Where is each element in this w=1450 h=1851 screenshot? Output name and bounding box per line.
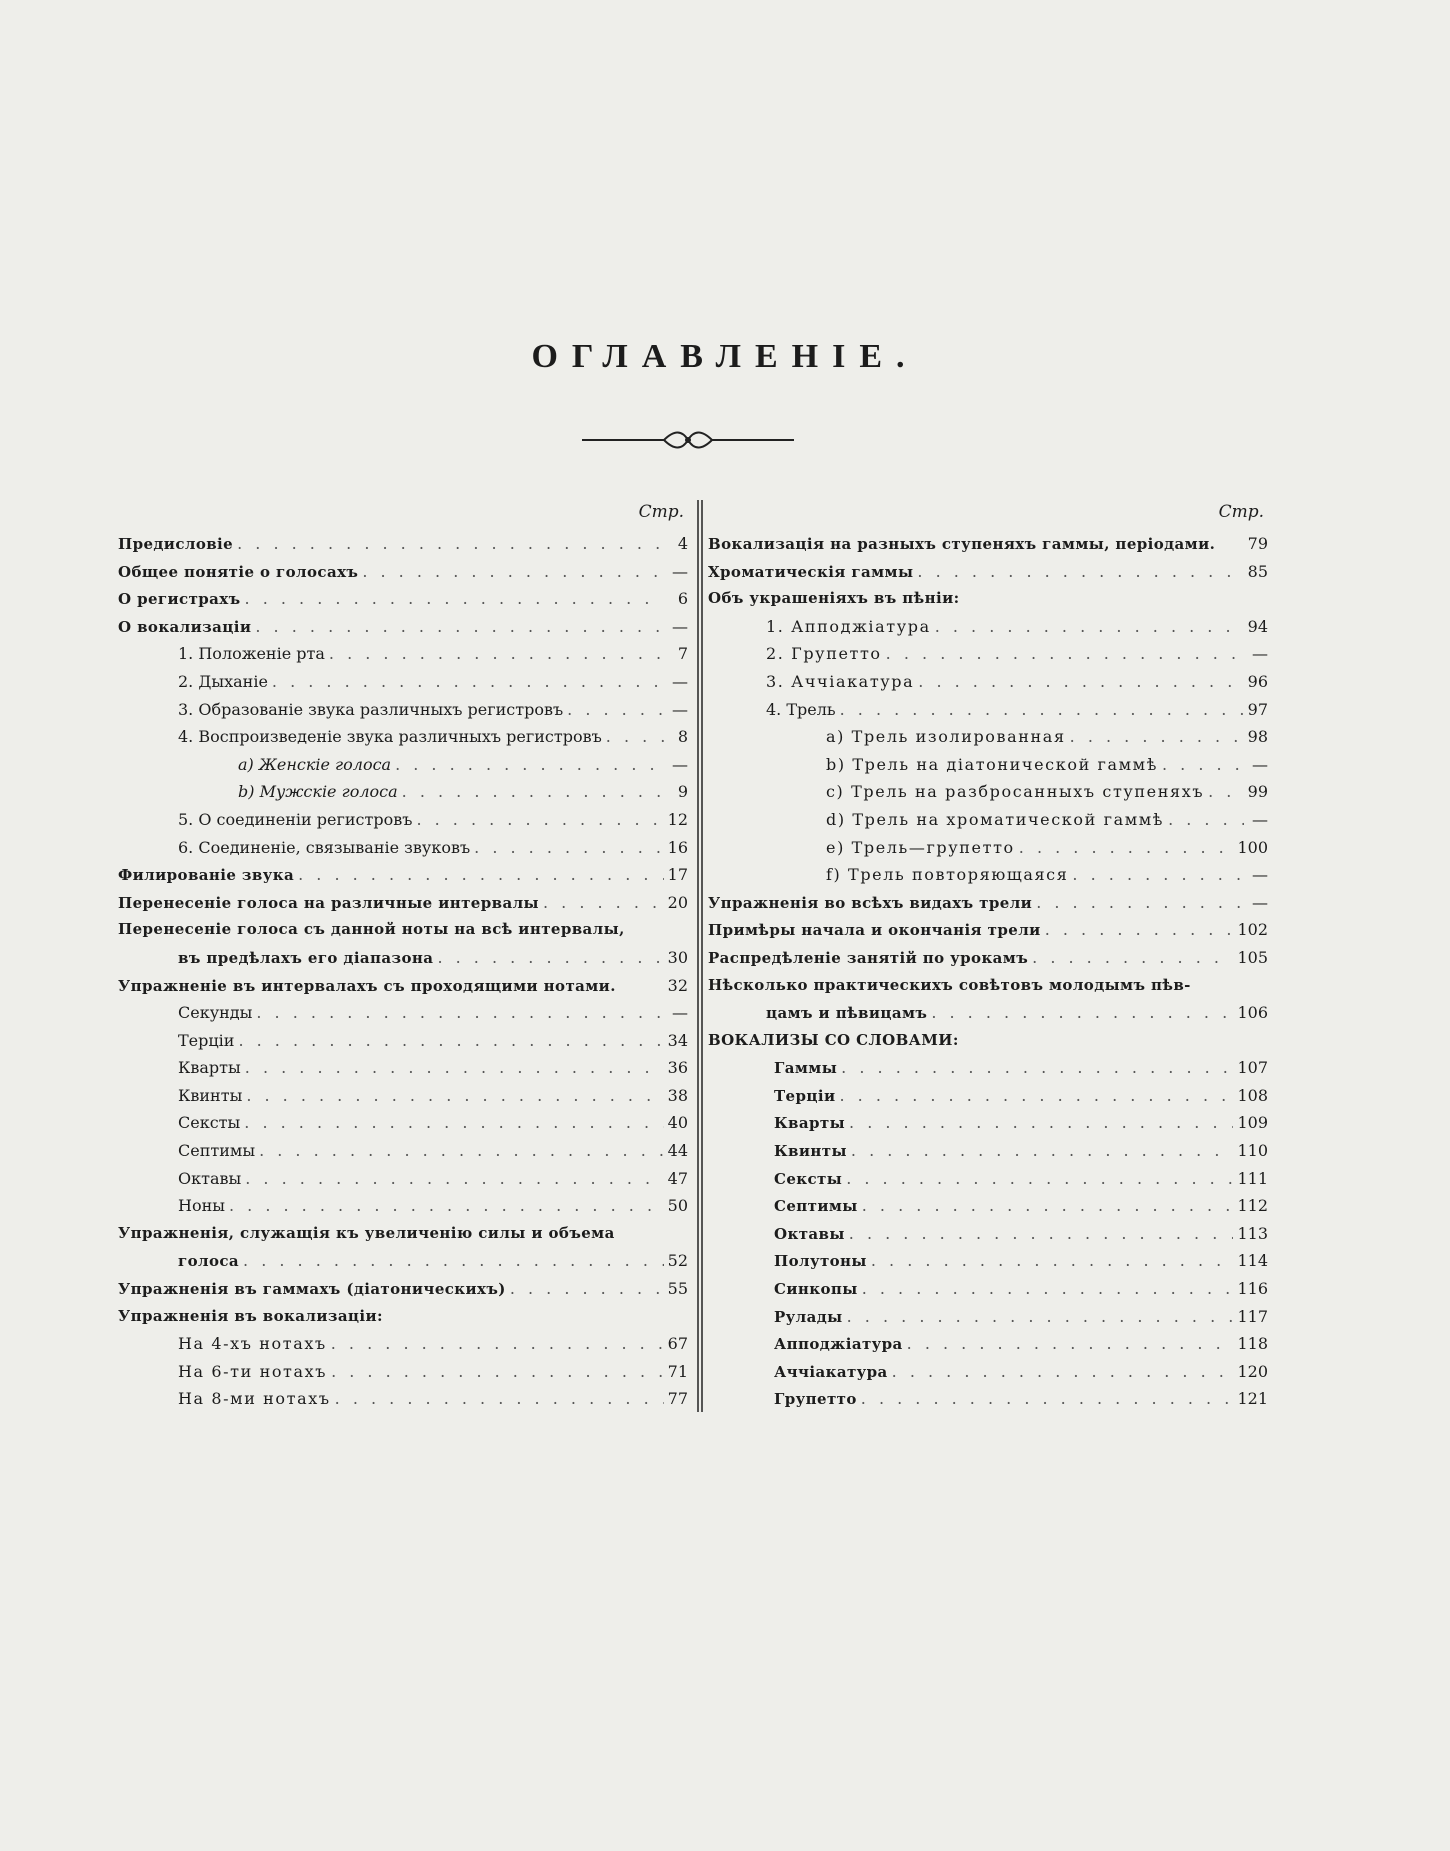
toc-entry-label: 6. Соединеніе, связываніе звуковъ [178,837,471,857]
toc-entry-page: 106 [1237,1003,1268,1023]
dot-leader [510,1275,664,1303]
page-title: ОГЛАВЛЕНІЕ. [531,338,919,375]
dot-leader [474,834,664,862]
toc-entry-label: Кварты [774,1114,846,1133]
dot-leader [606,723,664,751]
toc-entry-label: a) Женскіе голоса [238,754,392,774]
toc-entry [708,723,1268,751]
toc-entry-label: въ предѣлахъ его діапазона [178,948,434,967]
toc-entry-page: 9 [677,782,688,802]
dot-leader [243,1247,664,1275]
toc-entry-label: ВОКАЛИЗЫ СО СЛОВАМИ: [708,1030,959,1049]
toc-entry [708,1385,1268,1413]
page-column-header: Стр. [638,502,684,522]
toc-entry [708,1220,1268,1248]
toc-entry [708,585,1268,613]
ornament-divider-icon [578,426,798,454]
toc-entry-page: 6 [677,589,688,609]
toc-entry-page: 77 [667,1389,688,1409]
toc-entry-label: Октавы [178,1168,242,1188]
toc-entry-label: Нѣсколько практическихъ совѣтовъ молодымъ пѣв- [708,975,1191,994]
dot-leader [1070,723,1244,751]
toc-entry-label: Ноны [178,1196,225,1216]
dot-leader [935,613,1244,641]
toc-entry [118,1109,688,1137]
toc-entry-label: Рулады [774,1307,843,1326]
toc-entry [708,1165,1268,1193]
toc-entry [708,889,1268,917]
toc-entry-label: Квинты [774,1142,847,1161]
toc-entry-page: 30 [667,947,688,967]
toc-entry [708,1192,1268,1220]
toc-entry-label: 3. Образованіе звука различныхъ регистровъ [178,699,564,719]
dot-leader [1208,778,1244,806]
toc-entry [118,668,688,696]
toc-entry-label: Полутоны [774,1252,867,1271]
toc-entry [118,1165,688,1193]
dot-leader [329,640,664,668]
toc-entry-label: Групетто [774,1390,857,1409]
toc-entry-label: Упражненія, служащія къ увеличенію силы и объема [118,1223,615,1242]
toc-entry-label: Сексты [774,1169,843,1188]
toc-entry [118,861,688,889]
toc-entry [118,530,688,558]
dot-leader [567,696,664,724]
toc-entry-page: 7 [677,644,688,664]
toc-entry [708,1109,1268,1137]
toc-entry-label: Аччіакатура [774,1362,888,1381]
dot-leader [402,778,664,806]
toc-entry [708,558,1268,586]
toc-entry-page: 85 [1247,561,1268,581]
toc-entry [708,806,1268,834]
dot-leader [871,1247,1234,1275]
dot-leader [298,861,664,889]
toc-entry-page: 71 [667,1361,688,1381]
toc-entry-label: Предисловіе [118,535,234,553]
toc-entry-label: Упражненія въ гаммахъ (діатоническихъ) [118,1280,506,1299]
toc-left-column [118,494,688,1413]
toc-entry [118,751,688,779]
toc-entry [118,1054,688,1082]
toc-entry [708,972,1268,1000]
dot-leader [246,1082,663,1110]
toc-entry-page: 116 [1237,1279,1268,1299]
toc-entry-label: b) Мужскіе голоса [238,782,398,802]
toc-entry-page: 100 [1237,837,1268,857]
toc-entry-page: — [672,754,688,774]
toc-entry [118,1082,688,1110]
toc-entry [708,999,1268,1027]
toc-entry-page: 121 [1237,1389,1268,1409]
toc-entry-page: 118 [1237,1334,1268,1354]
dot-leader [245,1165,663,1193]
toc-entry-page: 17 [667,865,688,885]
toc-entry-label: d) Трель на хроматической гаммѣ [826,809,1165,829]
toc-entry [118,558,688,586]
dot-leader [862,1192,1234,1220]
toc-entry-page: — [1252,754,1268,774]
toc-entry-page: 112 [1237,1196,1268,1216]
toc-entry [118,1027,688,1055]
toc-entry-label: Хроматическія гаммы [708,562,914,581]
dot-leader [847,1303,1234,1331]
dot-leader [840,1082,1234,1110]
toc-entry-page: 67 [667,1334,688,1354]
dot-leader [335,1385,664,1413]
toc-entry-page: 107 [1237,1058,1268,1078]
toc-entry [118,1192,688,1220]
toc-entry-page: 16 [667,837,688,857]
toc-entry-page: 44 [667,1141,688,1161]
toc-right-column [708,494,1268,1413]
toc-entry-page: 8 [677,727,688,747]
toc-entry-label: f) Трель повторяющаяся [826,865,1069,885]
toc-entry-label: На 8-ми нотахъ [178,1389,331,1409]
toc-entry-page: 105 [1237,947,1268,967]
toc-entry [118,585,688,613]
toc-entry-label: голоса [178,1252,240,1271]
toc-entry-label: c) Трель на разбросанныхъ ступеняхъ [826,782,1205,802]
toc-entry-page: — [1252,644,1268,664]
toc-entry-label: 4. Воспроизведеніе звука различныхъ регистровъ [178,727,602,747]
toc-entry [708,834,1268,862]
dot-leader [255,613,664,641]
toc-entry [708,530,1268,558]
dot-leader [849,1109,1233,1137]
toc-entry [708,1275,1268,1303]
dot-leader [395,751,664,779]
dot-leader [841,1054,1233,1082]
toc-entry [708,861,1268,889]
toc-entry-page: 99 [1247,782,1268,802]
toc-entry [118,696,688,724]
toc-entry-label: 1. Положеніе рта [178,644,325,664]
toc-entry-page: 120 [1237,1361,1268,1381]
toc-entry-label: На 6-ти нотахъ [178,1361,328,1381]
toc-entry [708,778,1268,806]
dot-leader [1045,916,1234,944]
dot-leader [840,696,1244,724]
toc-entry [708,1054,1268,1082]
toc-entry-page: 96 [1247,671,1268,691]
toc-entry-label: Квинты [178,1085,243,1105]
toc-entry-page: 20 [667,892,688,912]
toc-entry [708,668,1268,696]
toc-entry [708,751,1268,779]
toc-entry-page: — [1252,892,1268,912]
toc-entry [118,1385,688,1413]
toc-entry [708,640,1268,668]
toc-entry-page: 108 [1237,1085,1268,1105]
toc-entry-label: Вокализація на разныхъ ступеняхъ гаммы, періодами. [708,535,1216,553]
dot-leader [1019,834,1234,862]
toc-entry [708,696,1268,724]
dot-leader [237,530,664,558]
toc-entry-label: цамъ и пѣвицамъ [766,1004,928,1023]
dot-leader [259,1137,664,1165]
toc-entry [118,613,688,641]
toc-entry [118,999,688,1027]
dot-leader [861,1385,1234,1413]
toc-entry-label: Перенесеніе голоса съ данной ноты на всѣ интервалы, [118,920,625,939]
toc-entry-page: 113 [1237,1223,1268,1243]
toc-entry-label: Филированіе звука [118,866,295,885]
toc-entry-page: 38 [667,1085,688,1105]
toc-entry-label: Упражненіе въ интервалахъ съ проходящими нотами. [118,976,616,995]
toc-entry-label: Апподжіатура [774,1335,903,1354]
toc-entry-page: 94 [1247,616,1268,636]
toc-entry-label: Септимы [178,1141,256,1161]
toc-entry-label: 1. Апподжіатура [766,616,931,636]
toc-entry-label: На 4-хъ нотахъ [178,1334,327,1354]
toc-entry-page: — [672,1003,688,1023]
toc-entry-page: — [672,699,688,719]
toc-entry-page: 111 [1237,1168,1268,1188]
toc-entry-label: e) Трель—групетто [826,837,1015,857]
toc-entry [118,972,688,1000]
toc-entry-page: 34 [667,1030,688,1050]
dot-leader [1162,751,1244,779]
toc-entry [118,1330,688,1358]
toc-entry [118,806,688,834]
toc-entry-label: Примѣры начала и окончанія трели [708,921,1041,940]
toc-entry [708,1303,1268,1331]
toc-entry-page: 4 [677,534,688,553]
dot-leader [244,1109,663,1137]
dot-leader [331,1358,664,1386]
dot-leader [362,558,664,586]
toc-entry-label: О регистрахъ [118,590,241,609]
dot-leader [543,889,664,917]
toc-entry-label: Кварты [178,1058,241,1078]
dot-leader [907,1330,1234,1358]
toc-entry-label: 4. Трель [766,699,836,719]
toc-entry-label: Перенесеніе голоса на различные интервалы [118,893,539,912]
toc-entry [708,916,1268,944]
toc-entry-label: 2. Групетто [766,644,882,664]
dot-leader [272,668,664,696]
toc-entry-page: 50 [667,1196,688,1216]
toc-entry-page: — [672,561,688,581]
toc-entry-page: 47 [667,1168,688,1188]
toc-entry-page: 114 [1237,1251,1268,1271]
page-column-header: Стр. [1218,502,1264,522]
toc-entry [118,723,688,751]
toc-entry [708,613,1268,641]
toc-entry-label: Гаммы [774,1059,838,1078]
toc-entry [708,944,1268,972]
toc-entry [118,640,688,668]
dot-leader [437,944,663,972]
dot-leader [1168,806,1244,834]
toc-entry-page: 36 [667,1058,688,1078]
toc-entry [118,834,688,862]
toc-entry-label: Упражненія въ вокализаціи: [118,1306,383,1325]
toc-entry-label: 2. Дыханіе [178,671,268,691]
dot-leader [229,1192,664,1220]
dot-leader [416,806,663,834]
dot-leader [892,1358,1234,1386]
toc-entry-page: 55 [667,1279,688,1299]
toc-entry-label: Септимы [774,1197,858,1216]
toc-entry [118,1137,688,1165]
toc-entry [118,889,688,917]
toc-entry-label: Сексты [178,1113,241,1133]
toc-entry [118,1275,688,1303]
toc-entry-label: 3. Аччіакатура [766,671,915,691]
dot-leader [331,1330,664,1358]
toc-entry-page: 117 [1237,1306,1268,1326]
toc-entry [708,1082,1268,1110]
dot-leader [1072,861,1244,889]
toc-entry-page: — [1252,809,1268,829]
toc-entry-page: — [672,671,688,691]
toc-entry [708,1247,1268,1275]
dot-leader [256,999,664,1027]
toc-entry-label: Распредѣленіе занятій по урокамъ [708,948,1029,967]
toc-entry-page: 32 [667,975,688,995]
toc-entry-page: 52 [667,1251,688,1271]
toc-entry [708,1358,1268,1386]
toc-entry-page: 97 [1247,699,1268,719]
toc-entry-label: Общее понятіе о голосахъ [118,562,359,581]
toc-entry-page: 40 [667,1113,688,1133]
dot-leader [846,1165,1233,1193]
toc-entry [708,1027,1268,1055]
toc-entry-page: 98 [1247,727,1268,747]
toc-entry [118,944,688,972]
dot-leader [245,585,664,613]
toc-entry-label: О вокализаціи [118,617,252,636]
toc-entry [118,1247,688,1275]
toc-entry-label: b) Трель на діатонической гаммѣ [826,754,1158,774]
dot-leader [862,1275,1234,1303]
toc-entry [708,1137,1268,1165]
dot-leader [886,640,1244,668]
toc-entry [118,1303,688,1331]
dot-leader [245,1054,664,1082]
toc-entry-page: 110 [1237,1141,1268,1161]
dot-leader [931,999,1233,1027]
toc-entry-label: Объ украшеніяхъ въ пѣніи: [708,589,960,608]
dot-leader [917,558,1243,586]
toc-entry [118,1358,688,1386]
column-divider [695,500,705,1412]
toc-entry-label: Терціи [178,1030,235,1050]
toc-entry-page: 12 [667,809,688,829]
dot-leader [849,1220,1234,1248]
toc-entry-label: a) Трель изолированная [826,727,1066,747]
toc-entry-page: 79 [1247,534,1268,553]
toc-entry [118,1220,688,1248]
dot-leader [1032,944,1233,972]
toc-entry-page: 102 [1237,920,1268,940]
toc-entry-label: Синкопы [774,1280,858,1299]
toc-entry [118,778,688,806]
toc-entry-page: — [1252,865,1268,885]
dot-leader [851,1137,1234,1165]
toc-entry [118,916,688,944]
toc-entry-label: Терціи [774,1086,836,1105]
dot-leader [1036,889,1244,917]
toc-entry-label: Упражненія во всѣхъ видахъ трели [708,893,1033,912]
toc-entry-page: 109 [1237,1113,1268,1133]
dot-leader [918,668,1243,696]
toc-entry-label: 5. О соединеніи регистровъ [178,809,413,829]
toc-entry-page: — [672,616,688,636]
toc-entry-label: Секунды [178,1003,253,1023]
toc-entry [708,1330,1268,1358]
toc-entry-label: Октавы [774,1224,845,1243]
dot-leader [238,1027,663,1055]
